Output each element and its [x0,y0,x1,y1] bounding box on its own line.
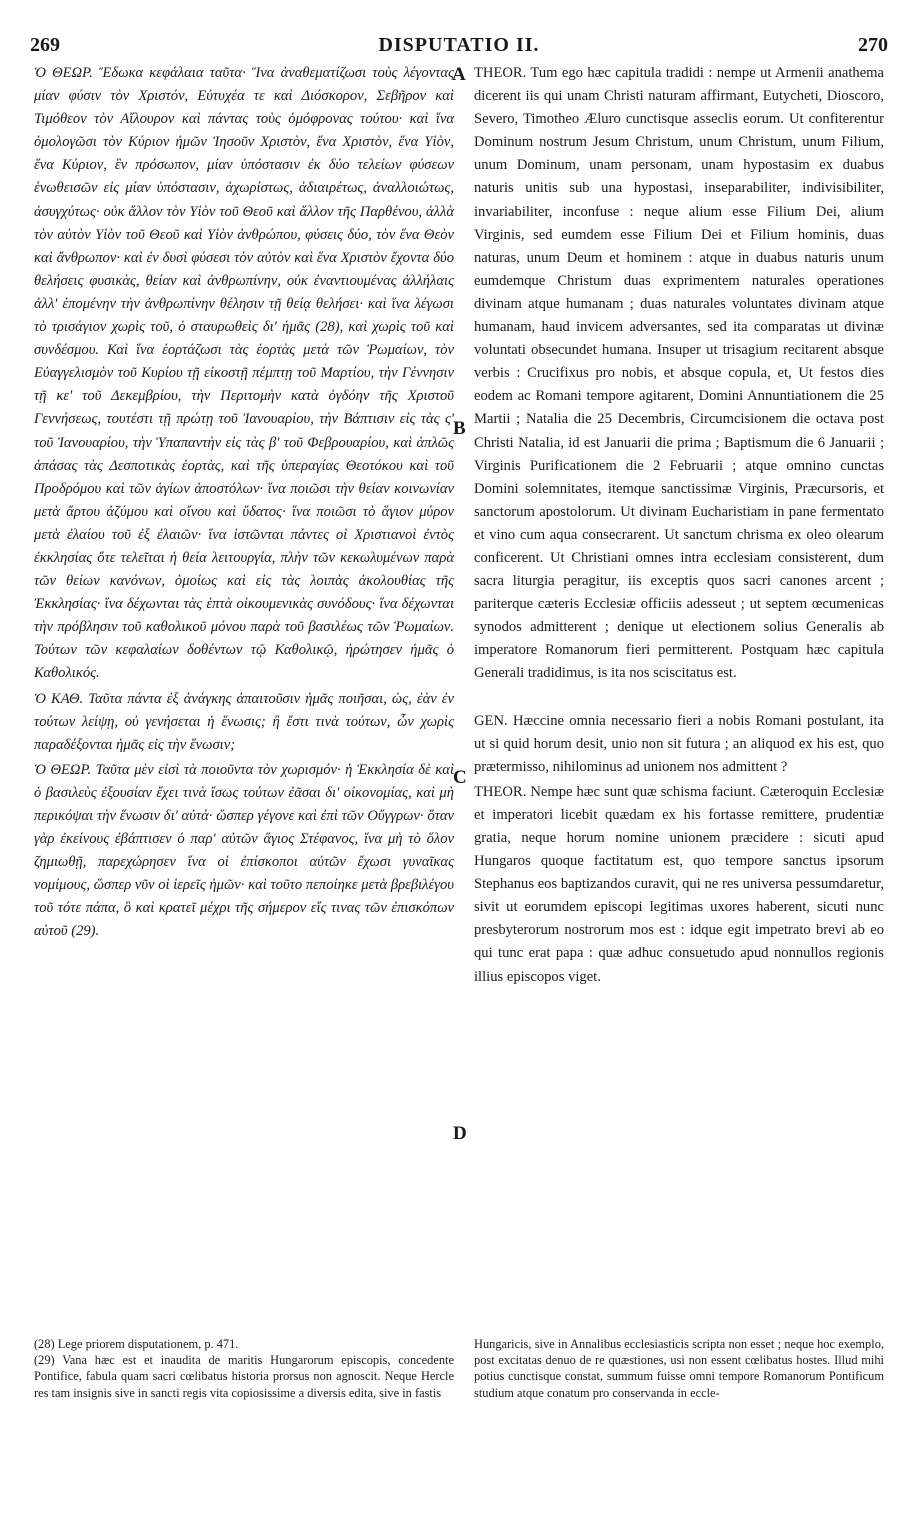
running-title: DISPUTATIO II. [378,34,540,56]
margin-letter-b: B [453,418,466,439]
latin-paragraph-theor-2: THEOR. Nempe hæc sunt quæ schisma faciunt. Cæteroquin Ecclesiæ et imperatori licebit quædam ex his fortasse remittere, prudentiæ gratia, neque horum nomine unionem præcidere : sicuti apud Hungaros quoque factitatum est, quo tempore sanctus ipsorum Stephanus eos baptizandos curavit, qui ne res universa pessumdaretur, sivit ut eorumdem episcopi legitimas uxores haberent, sicuti nunc presbyterorum nostrorum mos est : idque egit impetrato brevi ab eo qui tunc erat papa : quæ adhuc consuetudo apud nonnullos regionis illius episcopos viget. [474,783,884,985]
margin-letter-a: A [452,64,466,85]
margin-letter-c: C [453,767,467,788]
margin-letter-d: D [453,1123,467,1144]
latin-paragraph-theor-1: THEOR. Tum ego hæc capitula tradidi : nempe ut Armenii anathema dicerent iis qui unam Christi naturam affirmant, Eutycheti, Dioscoro, Severo, Timotheo Æluro cunctisque asseclis eorum. Ut confiterentur Dominum nostrum Jesum Christum, unum Christum, unum Filium, unum Dominum, unam personam, unam hypostasim ex duabus naturis unitis sub una hypostasi, inseparabiliter, indivisibiliter, invariabiliter, inconfuse : neque alium esse Filium Dei, alium Virginis, sed eumdem esse Filium Dei et Filium hominis, duas naturas, unum Deum et hominem : atque in duabus naturis unum eumdemque Christum duas exprimentem naturales operationes divinam atque humanam ; duas naturales voluntates divinam atque humanam, haud invicem adversantes, sed ita comparatas ut divinæ voluntati obsecundet humana. Insuper ut trisagium recitarent absque verbis : Crucifixus pro nobis, et absque copula, et, Ut festos dies eodem ac Romani tempore agitarent, Domini Annuntiationem die 25 Martii ; Natalia die 25 Decembris, Circumcisionem die octava post Christi Natalia, id est Januarii die prima ; Baptismum die 6 Januarii ; Virginis Purificationem die 2 Februarii ; atque omnino cunctas Domini solemnitates, itemque sanctissimæ Virginis, Præcursoris, et sanctorum apostolorum. Ut divinam Eucharistiam in pane fermentato et vino cum aqua consecrarent. Ut sanctum chrisma ex oleo olearum conficerent. Ut Christiani omnes intra ecclesiam consisterent, dum sacra liturgia peragitur, iis exceptis quos sacri canones arcent ; pariterque cæteris Ecclesiæ officiis adesseut ; ut septem œcumenicas synodos admitterent ; denique ut electionem solius Generalis ab imperatore Romanorum fieri permitterent. Postquam hæc capitula Generali tradidimus, is ita nos sciscitatus est. [474,65,884,682]
greek-paragraph-kath: Ὁ ΚΑΘ. Ταῦτα πάντα ἐξ ἀνάγκης ἀπαιτοῦσιν ἡμᾶς ποιῆσαι, ὡς, ἐὰν ἐν τούτων λείψῃ, οὐ γενήσεται ἡ ἕνωσις; ἢ ἔστι τινὰ τούτων, ὧν χωρὶς παραδέξονται ἡμᾶς εἰς τὴν ἕνωσιν; [34,690,454,753]
greek-paragraph-theor-1: Ὁ ΘΕΩΡ. Ἔδωκα κεφάλαια ταῦτα· Ἵνα ἀναθεματίζωσι τοὺς λέγοντας μίαν φύσιν τὸν Χριστόν, Εὐτυχέα τε καὶ Διόσκορον, Σεβῆρον καὶ Τιμόθεον τὸν Αἴλουρον καὶ πάντας τοὺς ὁμόφρονας τούτου· καὶ ἵνα ὁμολογῶσι τὸν Κύριον ἡμῶν Ἰησοῦν Χριστὸν, ἕνα Χριστὸν, ἕνα Υἱὸν, ἕνα Κύριον, ἓν πρόσωπον, μίαν ὑπόστασιν ἐκ δύο τελείων φύσεων ἑνωθεισῶν εἰς μίαν ὑπόστασιν, ἀχωρίστως, ἀδιαιρέτως, ἀναλλοιώτως, ἀσυγχύτως· οὐκ ἄλλον τὸν Υἱὸν τοῦ Θεοῦ καὶ ἄλλον τῆς Παρθένου, ἀλλὰ τὸν αὐτὸν Υἱὸν τοῦ Θεοῦ καὶ Υἱὸν ἀνθρώπου, φύσεις δύο, τὸν ἕνα Θεὸν καὶ ἄνθρωπον· καὶ ἐν δυσὶ φύσεσι τὸν αὐτὸν καὶ ἕνα Χριστὸν ἔχοντα δύο θελήσεις φυσικὰς, θείαν καὶ ἀνθρωπίνην, οὐκ ἐναντιουμένας ἀλλήλαις ἀλλ' ἑπομένην τὴν ἀνθρωπίνην θέλησιν τῇ θείᾳ θελήσει· καὶ ἵνα λέγωσι τὸ τρισάγιον χωρὶς τοῦ, ὁ σταυρωθεὶς δι' ἡμᾶς (28), καὶ χωρὶς τοῦ καὶ συνδέσμου. Καὶ ἵνα ἑορτάζωσι τὰς ἑορτὰς μετὰ τῶν Ῥωμαίων, τὸν Εὐαγγελισμὸν τοῦ Κυρίου τῇ εἰκοστῇ πέμπτῃ τοῦ Μαρτίου, τὴν Γέννησιν τῇ κε' τοῦ Δεκεμβρίου, τὴν Περιτομὴν κατὰ ὀγδόην τῆς Χριστοῦ Γεννήσεως, τουτέστι τῇ πρώτῃ τοῦ Ἰανουαρίου, τὴν Βάπτισιν εἰς τὰς ς' τοῦ Ἰανουαρίου, τὴν Ὑπαπαντὴν εἰς τὰς β' τοῦ Φεβρουαρίου, καὶ ἁπλῶς ἁπάσας τὰς Δεσποτικὰς ἑορτὰς, καὶ τῆς ὑπεραγίας Θεοτόκου καὶ τοῦ Προδρόμου καὶ τῶν ἁγίων ἀποστόλων· ἵνα ποιῶσι τὴν θείαν κοινωνίαν μετὰ ἄρτου ἀζύμου καὶ οἴνου καὶ ὕδατος· ἵνα ποιῶσι τὸ ἅγιον μύρον μετὰ ἐλαίου τοῦ ἐξ ἐλαιῶν· ἵνα ἱστῶνται πάντες οἱ Χριστιανοὶ ἐντὸς ἐκκλησίας ὅτε τελεῖται ἡ θεία λειτουργία, πλὴν τῶν κεκωλυμένων παρὰ τῶν θείων κανόνων, ὁμοίως καὶ εἰς τὰς λοιπὰς ἀκολουθίας τῆς Ἐκκλησίας· ἵνα δέχωνται τὰς ἑπτὰ οἰκουμενικὰς συνόδους· ἵνα δέχωνται τὴν πρόβλησιν τοῦ καθολικοῦ μόνου παρὰ τοῦ βασιλέως τῶν Ῥωμαίων. Τούτων τῶν κεφαλαίων δοθέντων τῷ Καθολικῷ, ἠρώτησεν ἡμᾶς ὁ Καθολικός. [34,65,454,682]
greek-paragraph-theor-2: Ὁ ΘΕΩΡ. Ταῦτα μὲν εἰσὶ τὰ ποιοῦντα τὸν χωρισμόν· ἡ Ἐκκλησία δὲ καὶ ὁ βασιλεὺς ἐξουσίαν ἔχει τινὰ ἴσως τούτων ἐᾶσαι δι' οἰκονομίας, καὶ μὴ περικόψαι τὴν ἕνωσιν δι' αὐτά· ὥσπερ γέγονε καὶ ἐπὶ τῶν Οὔγγρων· ὅταν γὰρ ἐκείνους ἐβάπτισεν ὁ παρ' αὐτῶν ἅγιος Στέφανος, ἵνα μὴ τὸ ὅλον ζημιωθῇ, παρεχώρησεν ἵνα οἱ ἐπίσκοποι αὐτῶν ἔχωσι γυναῖκας νομίμους, ὥσπερ νῦν οἱ ἱερεῖς ἡμῶν· καὶ τοῦτο πεποίηκε μετὰ βρεβιλέγου τοῦ τότε πάπα, ὃ καὶ κρατεῖ μέχρι τῆς σήμερον εἴς τινας τῶν ἐπισκόπων αὐτοῦ (29). [34,761,454,940]
footnotes-right [474,1336,884,1401]
footnotes-left [34,1336,454,1401]
latin-column [474,62,884,989]
footnote-28: (28) Lege priorem disputationem, p. 471. [34,1337,239,1351]
footnote-29-continued: Hungaricis, sive in Annalibus ecclesiasticis scripta non esset ; neque hoc exemplo, post excitatas denuo de re quæstiones, usi non essent cœlibatus hostes. Illud mihi potius cunctisque constat, summum fuisse omni tempore Romanorum Pontificum studium atque conatum pro conservanda in eccle- [474,1337,884,1400]
footnote-29: (29) Vana hæc est et inaudita de maritis Hungarorum episcopis, concedente Pontifice, fabula quam sacri cœlibatus historia prorsus non agnoscit. Neque Hercle res tam insignis sive in sancti regis vita copiosissime a diversis edita, sive in fastis [34,1353,454,1400]
running-header [30,34,888,58]
latin-paragraph-gen: GEN. Hæccine omnia necessario fieri a nobis Romani postulant, ita ut si quid horum desit, unio non sit futura ; an aliquod ex his est, quo prætermisso, nihilominus ad unionem nos admittent ? [474,712,884,775]
greek-column [34,62,454,944]
page-number-left: 269 [30,34,60,56]
page-number-right: 270 [858,34,888,56]
